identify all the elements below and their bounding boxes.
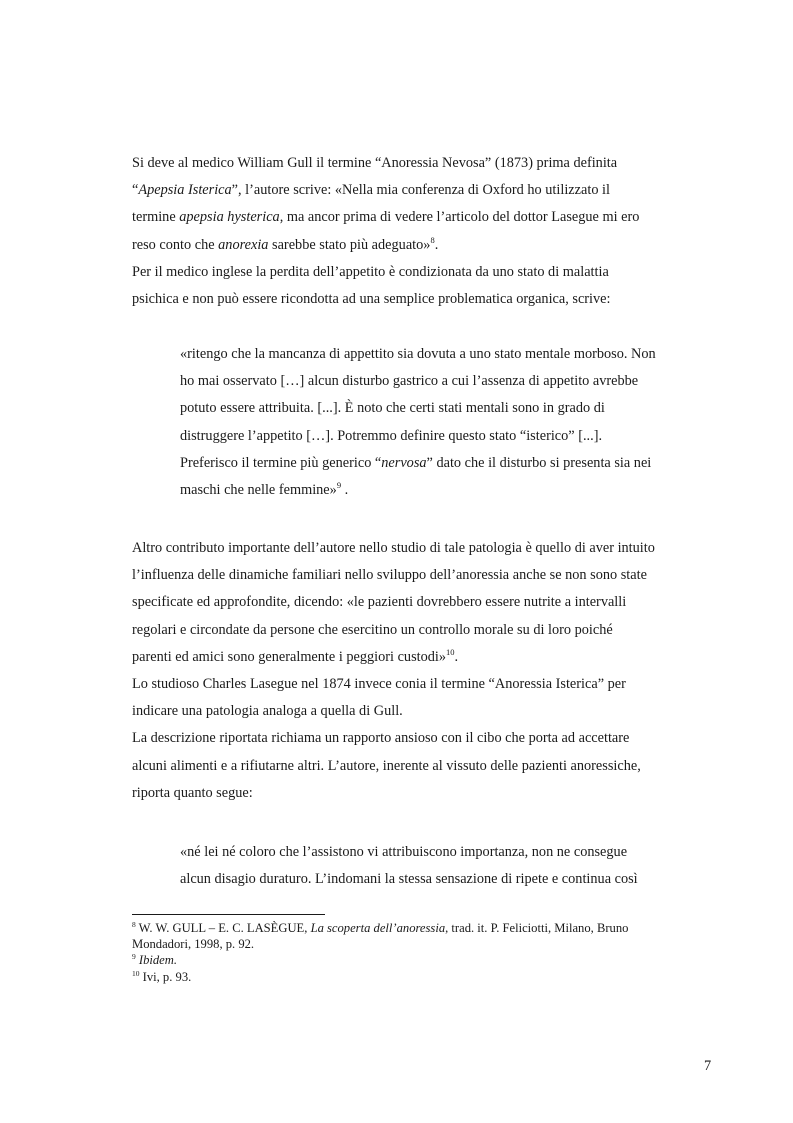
text-line — [132, 780, 720, 807]
text-line — [132, 286, 720, 313]
footnote-text: Mondadori, 1998, p. 92. — [132, 937, 255, 952]
body-paragraph-gull — [132, 150, 720, 313]
text-line — [132, 698, 720, 725]
text-line — [132, 259, 720, 286]
page-number: 7 — [704, 1058, 712, 1074]
footnote-number: 8 — [132, 919, 136, 929]
quote-line-content: maschi che nelle femmine» — [180, 482, 337, 499]
footnote-ref-8[interactable]: 8 — [430, 234, 435, 245]
quote-line — [180, 866, 720, 893]
quote-line — [180, 839, 720, 866]
text-line-content: reso conto che — [132, 236, 219, 253]
text-line-content: sarebbe stato più adeguato» — [268, 236, 431, 253]
quote-line — [180, 450, 720, 477]
text-line — [132, 562, 720, 589]
open-quote: “ — [132, 182, 139, 199]
quote-line — [180, 477, 720, 504]
text-line — [132, 177, 720, 204]
quote-line — [180, 368, 720, 395]
footnote-8 — [132, 920, 722, 936]
italic-term: anorexia — [218, 236, 269, 253]
footnote-number: 9 — [132, 952, 136, 962]
text-line-content: alcuni alimenti e a rifiutarne altri. L’autore, inerente al vissuto delle pazienti anoressiche, — [132, 757, 641, 774]
footnote-text: Ibidem. — [135, 953, 178, 968]
text-line-content: regolari e circondate da persone che esercitino un controllo morale su di loro poiché — [132, 621, 613, 638]
text-line-content: , ma ancor prima di vedere l’articolo del dottor Lasegue mi ero — [279, 209, 640, 226]
italic-term: Apepsia Isterica — [138, 182, 232, 199]
italic-term: nervosa — [381, 454, 427, 471]
text-line-content: . — [434, 236, 439, 253]
quote-line-content: ho mai osservato […] alcun disturbo gastrico a cui l’assenza di appetito avrebbe — [180, 373, 639, 390]
footnote-ref-10[interactable]: 10 — [446, 647, 455, 658]
footnote-8-continued — [132, 936, 722, 952]
footnote-title: La scoperta dell’anoressia — [310, 921, 446, 935]
italic-term: apepsia hysterica — [179, 209, 280, 226]
text-line — [132, 671, 720, 698]
quote-line — [180, 423, 720, 450]
quote-line — [180, 395, 720, 422]
quote-line-content: ” dato che il disturbo si presenta sia nei — [426, 454, 652, 471]
text-line-content: Lo studioso Charles Lasegue nel 1874 invece conia il termine “Anoressia Isterica” per — [132, 676, 626, 693]
quote-line — [180, 341, 720, 368]
text-line-content: Altro contributo importante dell’autore nello studio di tale patologia è quello di aver intuito — [132, 540, 655, 556]
text-line-content: psichica e non può essere ricondotta ad una semplice problematica organica, scrive: — [132, 291, 611, 308]
text-line — [132, 589, 720, 616]
footnote-text: , trad. it. P. Feliciotti, Milano, Bruno — [445, 921, 629, 935]
text-line — [132, 617, 720, 644]
text-line — [132, 204, 720, 231]
text-line — [132, 753, 720, 780]
text-line — [132, 725, 720, 752]
text-line — [132, 644, 720, 671]
text-line-content: riporta quanto segue: — [132, 784, 253, 801]
quote-line-content: Preferisco il termine più generico “ — [180, 454, 382, 471]
text-line-content: parenti ed amici sono generalmente i peggiori custodi» — [132, 648, 447, 665]
text-line — [132, 535, 720, 562]
footnotes — [132, 920, 722, 985]
quote-line-content: «né lei né coloro che l’assistono vi attribuiscono importanza, non ne consegue — [180, 844, 628, 860]
footnote-text: W. W. GULL – E. C. LASÈGUE, — [135, 921, 311, 935]
block-quote-gull — [180, 341, 720, 504]
text-line-content: termine — [132, 209, 180, 226]
footnote-ref-9[interactable]: 9 — [336, 480, 342, 491]
text-line — [132, 150, 720, 177]
quote-line-content: «ritengo che la mancanza di appettito sia dovuta a uno stato mentale morboso. Non — [180, 346, 656, 362]
text-line-content: La descrizione riportata richiama un rapporto ansioso con il cibo che porta ad accettare — [132, 730, 630, 747]
body-paragraph-lasegue — [132, 535, 720, 807]
footnote-number: 10 — [132, 968, 140, 978]
quote-line-content: potuto essere attribuita. [...]. È noto che certi stati mentali sono in grado di — [180, 400, 605, 417]
text-line-content: l’influenza delle dinamiche familiari nello sviluppo dell’anoressia anche se non sono state — [132, 567, 647, 584]
text-line-content: . — [454, 648, 459, 665]
quote-line-content: distruggere l’appetito […]. Potremmo definire questo stato “isterico” [...]. — [180, 427, 603, 444]
text-line-content: Per il medico inglese la perdita dell’appetito è condizionata da uno stato di malattia — [132, 263, 609, 280]
text-line-content: ”, l’autore scrive: «Nella mia conferenza di Oxford ho utilizzato il — [231, 182, 610, 199]
footnote-10 — [132, 969, 722, 985]
footnote-9 — [132, 952, 722, 968]
footnote-text: Ivi, p. 93. — [139, 969, 192, 984]
text-line — [132, 232, 720, 259]
text-line-content: Si deve al medico William Gull il termine “Anoressia Nevosa” (1873) prima definita — [132, 155, 618, 171]
quote-line-content: . — [341, 482, 349, 499]
footnote-separator — [132, 914, 325, 915]
text-line-content: indicare una patologia analoga a quella di Gull. — [132, 703, 403, 720]
block-quote-lasegue — [180, 839, 720, 893]
text-line-content: specificate ed approfondite, dicendo: «le pazienti dovrebbero essere nutrite a intervalli — [132, 594, 627, 611]
quote-line-content: alcun disagio duraturo. L’indomani la stessa sensazione di ripete e continua così — [180, 871, 638, 888]
